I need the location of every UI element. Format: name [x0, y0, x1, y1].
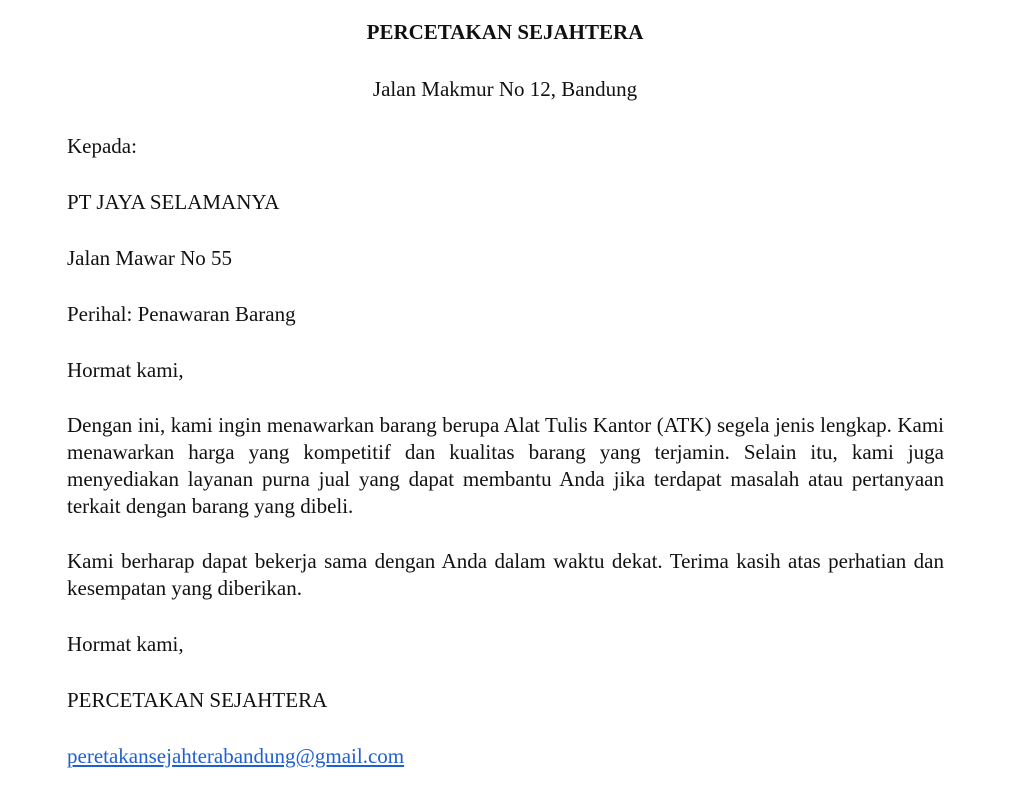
- recipient-address: Jalan Mawar No 55: [67, 246, 233, 270]
- letterhead-company-name: PERCETAKAN SEJAHTERA: [366, 20, 644, 44]
- signature: PERCETAKAN SEJAHTERA: [67, 688, 328, 712]
- recipient-name: PT JAYA SELAMANYA: [67, 190, 280, 214]
- greeting: Hormat kami,: [67, 358, 184, 382]
- recipient-label: Kepada:: [67, 134, 137, 158]
- body-paragraph-1: Dengan ini, kami ingin menawarkan barang berupa Alat Tulis Kantor (ATK) segela jenis lengkap. Kami menawarkan harga yang kompetitif dan kualitas barang yang terjamin. Selain itu, kami juga menyediakan layanan purna jual yang dapat membantu Anda jika terdapat masalah atau pertanyaan terkait dengan barang yang dibeli.: [67, 413, 944, 518]
- closing: Hormat kami,: [67, 632, 184, 656]
- letterhead-address: Jalan Makmur No 12, Bandung: [372, 77, 638, 101]
- subject-line: Perihal: Penawaran Barang: [67, 302, 296, 326]
- body-paragraph-2: Kami berharap dapat bekerja sama dengan Anda dalam waktu dekat. Terima kasih atas perhatian dan kesempatan yang diberikan.: [67, 549, 944, 600]
- email-link[interactable]: peretakansejahterabandung@gmail.com: [67, 744, 405, 768]
